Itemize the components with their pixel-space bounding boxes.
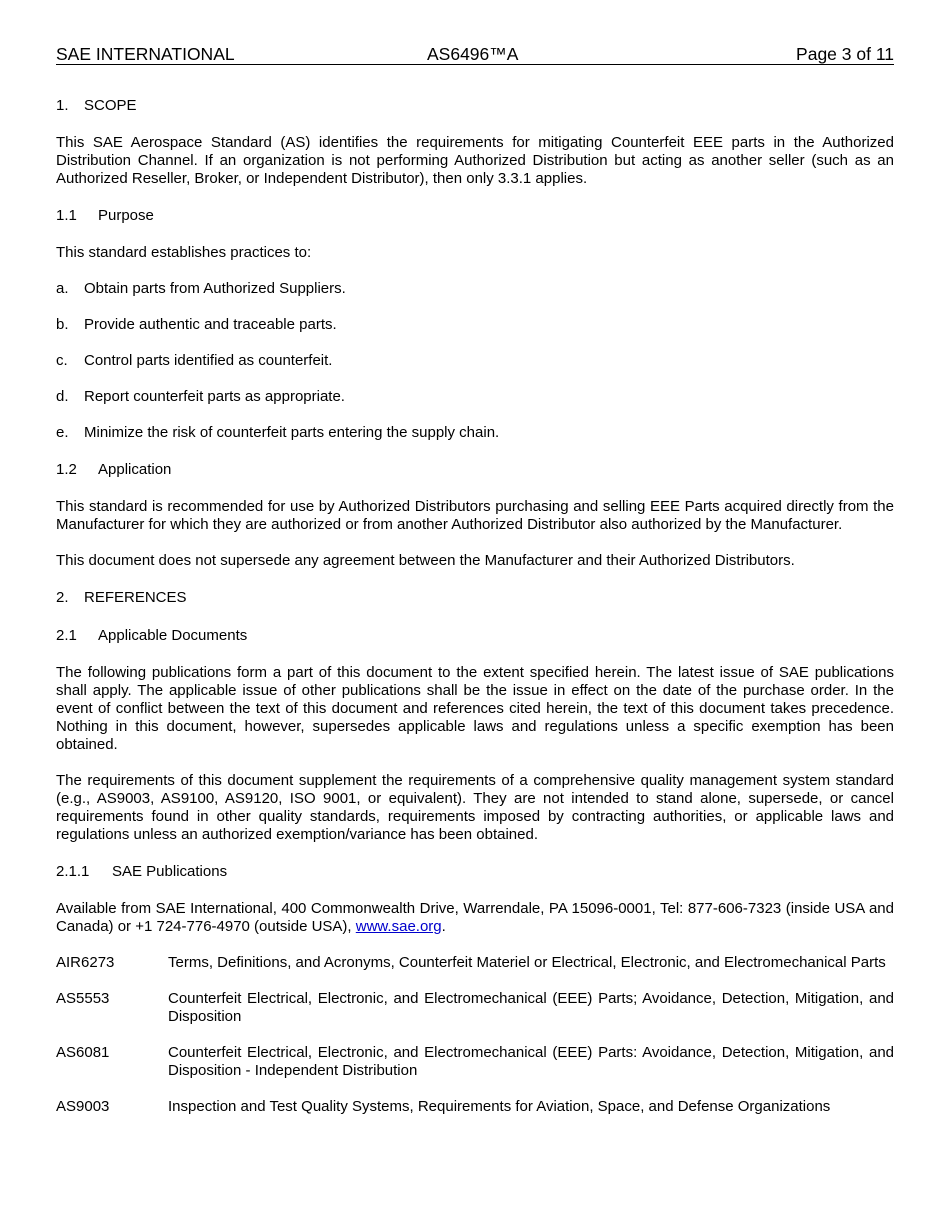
header-org: SAE INTERNATIONAL [56, 44, 235, 64]
list-text: Provide authentic and traceable parts. [84, 316, 337, 333]
section-title: SAE Publications [112, 863, 228, 880]
header-page-number: Page 3 of 11 [796, 44, 894, 64]
reference-title: Terms, Definitions, and Acronyms, Counterfeit Materiel or Electrical, Electronic, and Electromechanical Parts [168, 954, 886, 971]
list-item [56, 352, 894, 370]
section-title: Purpose [98, 207, 154, 224]
reference-code: AIR6273 [56, 954, 115, 971]
list-text: Obtain parts from Authorized Suppliers. [84, 280, 346, 297]
purpose-intro: This standard establishes practices to: [56, 244, 312, 261]
section-title: REFERENCES [84, 589, 187, 606]
section-heading-purpose [56, 206, 894, 226]
reference-row [56, 1044, 894, 1080]
application-paragraph-1: This standard is recommended for use by Authorized Distributors purchasing and selling EEE Parts acquired directly from the Manufacturer for which they are authorized or from another Authorized Distributor also authorized by the Manufacturer. [56, 498, 894, 533]
application-paragraph-2: This document does not supersede any agreement between the Manufacturer and their Authorized Distributors. [56, 552, 795, 569]
reference-code: AS9003 [56, 1098, 110, 1115]
list-item [56, 316, 894, 334]
sae-availability-paragraph [56, 900, 894, 936]
list-letter: d. [56, 388, 69, 405]
section-number: 2.1 [56, 627, 77, 644]
list-text: Control parts identified as counterfeit. [84, 352, 333, 369]
reference-code: AS5553 [56, 990, 110, 1007]
list-text: Minimize the risk of counterfeit parts entering the supply chain. [84, 424, 500, 441]
section-number: 2. [56, 589, 69, 606]
reference-row [56, 990, 894, 1026]
section-heading-applicable-documents [56, 626, 894, 646]
section-heading-application [56, 460, 894, 480]
reference-title: Counterfeit Electrical, Electronic, and Electromechanical (EEE) Parts: Avoidance, Detection, Mitigation, and Disposition - Independent Distribution [168, 1044, 894, 1079]
section-heading-scope [56, 96, 894, 116]
reference-title: Inspection and Test Quality Systems, Requirements for Aviation, Space, and Defense Organizations [168, 1098, 831, 1115]
section-title: Application [98, 461, 172, 478]
reference-row [56, 954, 894, 972]
availability-text: Available from SAE International, 400 Commonwealth Drive, Warrendale, PA 15096-0001, Tel: 877-606-7323 (inside USA and Canada) or +1 724-776-4970 (outside USA), [56, 900, 894, 935]
list-text: Report counterfeit parts as appropriate. [84, 388, 345, 405]
header-doc-id: AS6496™A [427, 44, 519, 64]
scope-paragraph: This SAE Aerospace Standard (AS) identifies the requirements for mitigating Counterfeit EEE parts in the Authorized Distribution Channel. If an organization is not performing Authorized Distribution but acting as another seller (such as an Authorized Reseller, Broker, or Independent Distributor), then only 3.3.1 applies. [56, 134, 894, 187]
document-body [56, 96, 894, 1116]
section-number: 1.1 [56, 207, 77, 224]
section-title: Applicable Documents [98, 627, 248, 644]
list-item [56, 388, 894, 406]
list-letter: e. [56, 424, 69, 441]
list-item [56, 424, 894, 442]
applicable-docs-paragraph-1: The following publications form a part of this document to the extent specified herein. The latest issue of SAE publications shall apply. The applicable issue of other publications shall be the issue in effect on the date of the purchase order. In the event of conflict between the text of this document and references cited herein, the text of this document takes precedence. Nothing in this document, however, supersedes applicable laws and regulations unless a specific exemption has been obtained. [56, 664, 894, 753]
section-number: 1.2 [56, 461, 77, 478]
list-letter: b. [56, 316, 69, 333]
reference-row [56, 1098, 894, 1116]
list-letter: a. [56, 280, 69, 297]
section-heading-sae-publications [56, 862, 894, 882]
availability-end: . [441, 918, 446, 935]
section-number: 2.1.1 [56, 863, 90, 880]
applicable-docs-paragraph-2: The requirements of this document supplement the requirements of a comprehensive quality management system standard (e.g., AS9003, AS9100, AS9120, ISO 9001, or equivalent). They are not intended to stand alone, supersede, or cancel requirements found in other quality standards, requirements imposed by contracting authorities, or applicable laws and regulations unless an authorized exemption/variance has been obtained. [56, 772, 894, 843]
reference-title: Counterfeit Electrical, Electronic, and Electromechanical (EEE) Parts; Avoidance, Detection, Mitigation, and Disposition [168, 990, 894, 1025]
section-title: SCOPE [84, 97, 137, 114]
section-heading-references [56, 588, 894, 608]
sae-website-link[interactable]: www.sae.org [355, 918, 442, 935]
page-header [56, 44, 894, 65]
reference-code: AS6081 [56, 1044, 110, 1061]
list-item [56, 280, 894, 298]
list-letter: c. [56, 352, 68, 369]
section-number: 1. [56, 97, 69, 114]
